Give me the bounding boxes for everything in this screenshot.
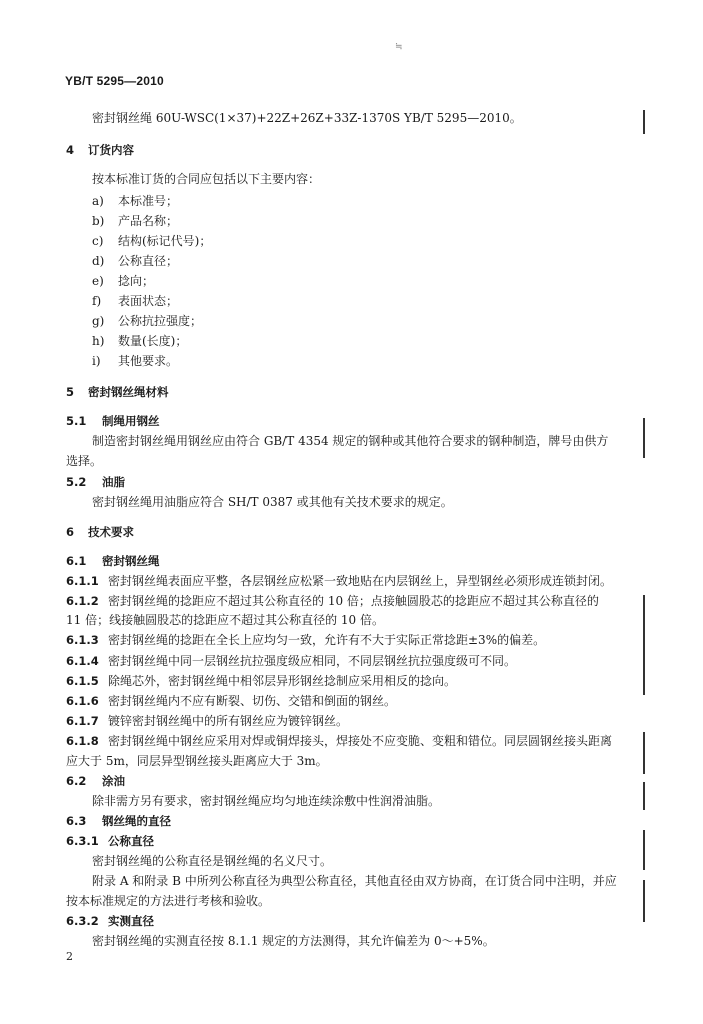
paragraph: 密封钢丝绳的实测直径按 8.1.1 规定的方法测得，其允许偏差为 0～+5%。 xyxy=(92,934,495,948)
revision-bar xyxy=(643,880,645,922)
list-item-label: c) xyxy=(92,234,104,248)
section-number: 5 xyxy=(66,385,75,399)
clause-6-1-7 xyxy=(66,714,348,728)
list-item xyxy=(92,234,211,248)
clause-text: 密封钢丝绳中同一层钢丝抗拉强度级应相同，不同层钢丝抗拉强度级可不同。 xyxy=(108,654,517,668)
list-item-label: g) xyxy=(92,314,105,328)
clause-number: 6.1.6 xyxy=(66,694,99,708)
section-title: 技术要求 xyxy=(88,525,134,539)
list-item-label: b) xyxy=(92,214,105,228)
list-item xyxy=(92,254,178,268)
list-item-text: 数量(长度)； xyxy=(118,334,188,348)
section-number: 6.3 xyxy=(66,814,87,828)
page-number: 2 xyxy=(66,950,73,963)
section-title: 密封钢丝绳 xyxy=(102,554,160,568)
section-6-3-heading xyxy=(66,814,171,828)
clause-6-1-8 xyxy=(66,734,612,748)
section-5-heading xyxy=(66,385,169,399)
list-item-text: 公称抗拉强度； xyxy=(118,314,203,328)
list-item-text: 表面状态； xyxy=(118,294,179,308)
section-number: 6.1 xyxy=(66,554,87,568)
paragraph: 选择。 xyxy=(66,454,103,468)
section-title: 订货内容 xyxy=(88,143,134,157)
list-item-label: f) xyxy=(92,294,102,308)
list-item-label: a) xyxy=(92,194,104,208)
list-item-text: 其他要求。 xyxy=(118,354,179,368)
clause-text: 密封钢丝绳的捻距在全长上应均匀一致，允许有不大于实际正常捻距±3%的偏差。 xyxy=(108,633,546,647)
list-item xyxy=(92,294,178,308)
section-6-heading xyxy=(66,525,134,539)
clause-6-1-3 xyxy=(66,633,545,647)
list-item xyxy=(92,354,178,368)
list-item-label: d) xyxy=(92,254,105,268)
clause-6-1-4 xyxy=(66,654,516,668)
clause-number: 6.1.4 xyxy=(66,654,99,668)
standard-header: YB/T 5295—2010 xyxy=(65,74,164,88)
section-number: 6.2 xyxy=(66,774,87,788)
clause-number: 6.1.7 xyxy=(66,714,99,728)
section-title: 密封钢丝绳材料 xyxy=(88,385,169,399)
list-item-label: h) xyxy=(92,334,105,348)
clause-6-1-2 xyxy=(66,594,599,608)
paragraph: 按本标准订货的合同应包括以下主要内容： xyxy=(92,172,321,186)
list-item-text: 结构(标记代号)； xyxy=(118,234,212,248)
clause-number: 6.1.2 xyxy=(66,594,99,608)
section-number: 6.3.1 xyxy=(66,834,99,848)
revision-bar xyxy=(643,830,645,870)
clause-number: 6.1.8 xyxy=(66,734,99,748)
section-6-2-heading xyxy=(66,774,125,788)
paragraph: 11 倍；线接触圆股芯的捻距应不超过其公称直径的 10 倍。 xyxy=(66,613,384,627)
section-6-3-1-heading xyxy=(66,834,154,848)
clause-6-1-5 xyxy=(66,674,456,688)
paragraph: 按本标准规定的方法进行考核和验收。 xyxy=(66,894,271,908)
section-6-3-2-heading xyxy=(66,914,154,928)
scan-mark: ≒ xyxy=(395,42,403,52)
clause-number: 6.1.5 xyxy=(66,674,99,688)
clause-text: 密封钢丝绳内不应有断裂、切伤、交错和倒面的钢丝。 xyxy=(108,694,397,708)
section-5-1-heading xyxy=(66,414,160,428)
list-item-label: i) xyxy=(92,354,101,368)
paragraph: 附录 A 和附录 B 中所列公称直径为典型公称直径，其他直径由双方协商，在订货合同中注明，并应 xyxy=(92,874,617,888)
clause-text: 密封钢丝绳中钢丝应采用对焊或铜焊接头，焊接处不应变脆、变粗和错位。同层圆钢丝接头距离 xyxy=(108,734,613,748)
list-item xyxy=(92,274,154,288)
section-6-1-heading xyxy=(66,554,160,568)
section-title: 实测直径 xyxy=(108,914,154,928)
clause-text: 镀锌密封钢丝绳中的所有钢丝应为镀锌钢丝。 xyxy=(108,714,349,728)
clause-6-1-1 xyxy=(66,574,612,588)
section-title: 油脂 xyxy=(102,475,125,489)
paragraph: 密封钢丝绳用油脂应符合 SH/T 0387 或其他有关技术要求的规定。 xyxy=(92,495,453,509)
marking-example: 密封钢丝绳 60U-WSC(1×37)+22Z+26Z+33Z-1370S YB/T 5295—2010。 xyxy=(92,111,522,125)
revision-bar xyxy=(643,418,645,458)
section-title: 涂油 xyxy=(102,774,125,788)
paragraph: 制造密封钢丝绳用钢丝应由符合 GB/T 4354 规定的钢种或其他符合要求的钢种制造，牌号由供方 xyxy=(92,434,609,448)
list-item-text: 捻向； xyxy=(118,274,155,288)
clause-text: 密封钢丝绳表面应平整，各层钢丝应松紧一致地贴在内层钢丝上，异型钢丝必须形成连锁封闭。 xyxy=(108,574,613,588)
section-5-2-heading xyxy=(66,475,125,489)
list-item xyxy=(92,214,178,228)
list-item xyxy=(92,314,202,328)
clause-text: 除绳芯外，密封钢丝绳中相邻层异形钢丝捻制应采用相反的捻向。 xyxy=(108,674,457,688)
section-title: 公称直径 xyxy=(108,834,154,848)
list-item-text: 本标准号； xyxy=(118,194,179,208)
section-number: 4 xyxy=(66,143,75,157)
section-title: 钢丝绳的直径 xyxy=(102,814,171,828)
revision-bar xyxy=(643,595,645,695)
section-number: 6 xyxy=(66,525,75,539)
list-item-label: e) xyxy=(92,274,104,288)
section-4-heading xyxy=(66,143,134,157)
list-item-text: 产品名称； xyxy=(118,214,179,228)
clause-number: 6.1.1 xyxy=(66,574,99,588)
clause-6-1-6 xyxy=(66,694,396,708)
section-number: 6.3.2 xyxy=(66,914,99,928)
clause-number: 6.1.3 xyxy=(66,633,99,647)
section-number: 5.2 xyxy=(66,475,87,489)
revision-bar xyxy=(643,782,645,810)
section-number: 5.1 xyxy=(66,414,87,428)
revision-bar xyxy=(643,110,645,134)
section-title: 制绳用钢丝 xyxy=(102,414,160,428)
list-item xyxy=(92,334,187,348)
list-item-text: 公称直径； xyxy=(118,254,179,268)
paragraph: 密封钢丝绳的公称直径是钢丝绳的名义尺寸。 xyxy=(92,854,333,868)
list-item xyxy=(92,194,178,208)
paragraph: 除非需方另有要求，密封钢丝绳应均匀地连续涂敷中性润滑油脂。 xyxy=(92,794,441,808)
paragraph: 应大于 5m，同层异型钢丝接头距离应大于 3m。 xyxy=(66,754,328,768)
revision-bar xyxy=(643,732,645,774)
clause-text: 密封钢丝绳的捻距应不超过其公称直径的 10 倍；点接触圆股芯的捻距应不超过其公称直径的 xyxy=(108,594,599,608)
